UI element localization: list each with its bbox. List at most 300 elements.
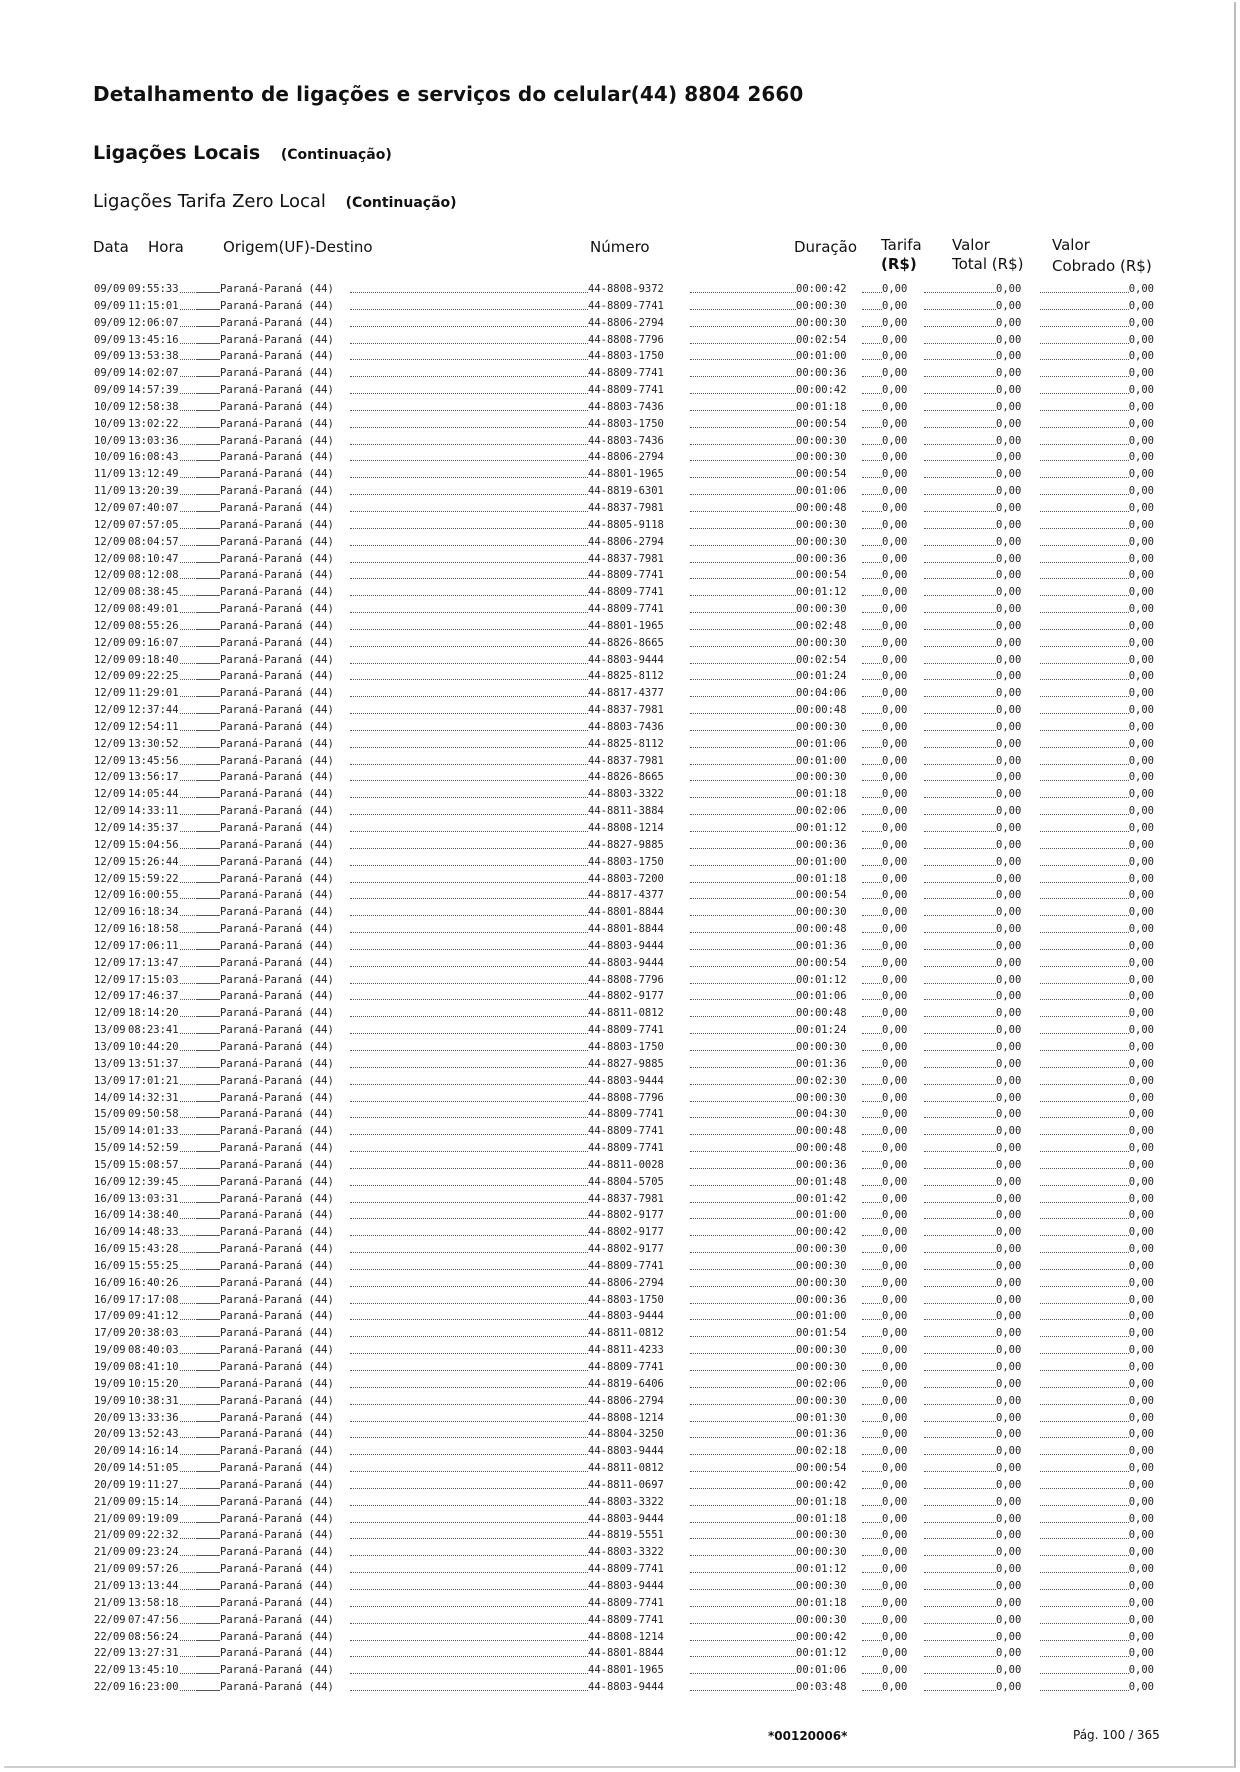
call-time: 09:18:40	[128, 653, 179, 666]
call-valor-total: 0,00	[996, 569, 1022, 582]
table-row	[0, 1056, 1240, 1073]
dotted-leader	[350, 1224, 588, 1236]
dotted-leader	[350, 854, 588, 866]
call-number: 44-8801-1965	[588, 468, 664, 481]
dotted-leader	[196, 1595, 220, 1607]
call-date: 09/09	[94, 333, 126, 346]
dotted-leader	[690, 871, 796, 883]
table-row	[0, 871, 1240, 888]
call-date: 11/09	[94, 468, 126, 481]
call-valor-cobrado: 0,00	[1128, 822, 1154, 834]
call-tarifa: 0,00	[882, 299, 908, 312]
table-row	[0, 786, 1240, 803]
dotted-leader	[350, 1426, 588, 1438]
call-tarifa: 0,00	[882, 906, 908, 919]
call-number: 44-8809-7741	[588, 1613, 664, 1626]
dotted-leader	[690, 938, 796, 950]
call-valor-total: 0,00	[996, 1664, 1022, 1677]
dotted-leader	[196, 483, 220, 495]
dotted-leader	[350, 904, 588, 916]
dotted-leader	[924, 837, 996, 849]
dotted-leader	[196, 635, 220, 647]
header-valor-total: Valor	[952, 236, 990, 254]
call-valor-cobrado: 0,00	[1128, 299, 1154, 312]
dotted-leader	[924, 1106, 996, 1118]
dotted-leader	[196, 1511, 220, 1523]
dotted-leader	[350, 399, 588, 411]
dotted-leader	[196, 1393, 220, 1405]
dotted-leader	[924, 416, 996, 428]
dotted-leader	[690, 1595, 796, 1607]
call-tarifa: 0,00	[882, 1209, 908, 1222]
call-date: 12/09	[94, 619, 126, 632]
call-valor-total: 0,00	[996, 1563, 1022, 1576]
table-row	[0, 483, 1240, 500]
call-tarifa: 0,00	[882, 485, 908, 498]
call-tarifa: 0,00	[882, 939, 908, 952]
call-valor-cobrado: 0,00	[1128, 1293, 1154, 1306]
call-valor-total: 0,00	[996, 1630, 1022, 1643]
call-valor-total: 0,00	[996, 704, 1022, 717]
call-duration: 00:00:48	[796, 1142, 847, 1155]
call-time: 09:23:24	[128, 1546, 179, 1559]
call-valor-cobrado: 0,00	[1128, 1361, 1154, 1373]
call-number: 44-8801-8844	[588, 923, 664, 936]
call-duration: 00:00:36	[796, 552, 847, 565]
call-duration: 00:00:42	[796, 1478, 847, 1491]
dotted-leader	[350, 1090, 588, 1102]
call-time: 17:13:47	[128, 956, 179, 969]
dotted-leader	[350, 601, 588, 613]
dotted-leader	[862, 1359, 882, 1371]
call-tarifa: 0,00	[882, 417, 908, 430]
call-duration: 00:00:30	[796, 451, 847, 464]
dotted-leader	[862, 1123, 882, 1135]
table-row	[0, 399, 1240, 416]
call-date: 12/09	[94, 737, 126, 750]
call-time: 08:49:01	[128, 603, 179, 616]
dotted-leader	[350, 551, 588, 563]
table-row	[0, 382, 1240, 399]
call-valor-total: 0,00	[996, 1394, 1022, 1407]
dotted-leader	[196, 1090, 220, 1102]
dotted-leader	[350, 1275, 588, 1287]
dotted-leader	[196, 1410, 220, 1422]
call-valor-total: 0,00	[996, 1108, 1022, 1121]
dotted-leader	[690, 736, 796, 748]
dotted-leader	[924, 904, 996, 916]
call-valor-cobrado: 0,00	[1128, 1175, 1154, 1188]
call-origin-destination: Paraná-Paraná (44)	[220, 939, 334, 952]
call-time: 13:52:43	[128, 1428, 179, 1441]
dotted-leader	[690, 365, 796, 377]
call-origin-destination: Paraná-Paraná (44)	[220, 1344, 334, 1357]
call-origin-destination: Paraná-Paraná (44)	[220, 670, 334, 683]
table-row	[0, 854, 1240, 871]
header-duracao: Duração	[794, 238, 858, 256]
call-origin-destination: Paraná-Paraná (44)	[220, 1007, 334, 1020]
call-valor-cobrado: 0,00	[1128, 670, 1154, 683]
call-origin-destination: Paraná-Paraná (44)	[220, 586, 334, 599]
section-label: Ligações Locais	[93, 142, 261, 164]
call-duration: 00:00:36	[796, 367, 847, 380]
table-row	[0, 1022, 1240, 1039]
dotted-leader	[690, 820, 796, 832]
dotted-leader	[690, 315, 796, 327]
call-tarifa: 0,00	[882, 771, 908, 784]
call-time: 15:04:56	[128, 838, 179, 851]
call-origin-destination: Paraná-Paraná (44)	[220, 1512, 334, 1525]
dotted-leader	[690, 298, 796, 310]
call-tarifa: 0,00	[882, 737, 908, 750]
table-row	[0, 1645, 1240, 1662]
dotted-leader	[690, 1207, 796, 1219]
call-duration: 00:00:30	[796, 636, 847, 649]
call-tarifa: 0,00	[882, 1243, 908, 1256]
dotted-leader	[924, 601, 996, 613]
dotted-leader	[196, 567, 220, 579]
call-number: 44-8806-2794	[588, 316, 664, 329]
call-valor-cobrado: 0,00	[1128, 1529, 1154, 1542]
call-time: 17:15:03	[128, 973, 179, 986]
dotted-leader	[862, 1662, 882, 1674]
call-duration: 00:00:54	[796, 569, 847, 582]
call-tarifa: 0,00	[882, 468, 908, 481]
call-duration: 00:00:30	[796, 434, 847, 447]
call-number: 44-8837-7981	[588, 501, 664, 514]
dotted-leader	[350, 1527, 588, 1539]
call-date: 16/09	[94, 1276, 126, 1289]
call-origin-destination: Paraná-Paraná (44)	[220, 1630, 334, 1643]
call-time: 14:16:14	[128, 1445, 179, 1458]
dotted-leader	[350, 416, 588, 428]
call-duration: 00:01:00	[796, 1310, 847, 1323]
call-number: 44-8811-0812	[588, 1007, 664, 1020]
dotted-leader	[350, 1157, 588, 1169]
call-date: 16/09	[94, 1175, 126, 1188]
call-duration: 00:00:48	[796, 923, 847, 936]
call-valor-total: 0,00	[996, 1327, 1022, 1340]
dotted-leader	[862, 854, 882, 866]
dotted-leader	[690, 1359, 796, 1371]
dotted-leader	[862, 1174, 882, 1186]
call-date: 22/09	[94, 1613, 126, 1626]
dotted-leader	[350, 988, 588, 1000]
call-time: 12:54:11	[128, 720, 179, 733]
call-number: 44-8802-9177	[588, 1226, 664, 1239]
dotted-leader	[924, 702, 996, 714]
dotted-leader	[862, 786, 882, 798]
call-date: 20/09	[94, 1411, 126, 1424]
call-date: 12/09	[94, 855, 126, 868]
call-duration: 00:01:12	[796, 822, 847, 834]
call-duration: 00:00:54	[796, 1462, 847, 1475]
call-duration: 00:00:42	[796, 384, 847, 397]
table-row	[0, 955, 1240, 972]
call-duration: 00:00:30	[796, 1579, 847, 1592]
call-number: 44-8811-4233	[588, 1344, 664, 1357]
call-tarifa: 0,00	[882, 956, 908, 969]
call-valor-total: 0,00	[996, 586, 1022, 599]
header-tarifa: Tarifa	[881, 236, 922, 254]
call-tarifa: 0,00	[882, 603, 908, 616]
call-date: 09/09	[94, 299, 126, 312]
dotted-leader	[862, 837, 882, 849]
call-number: 44-8803-7436	[588, 720, 664, 733]
call-tarifa: 0,00	[882, 1613, 908, 1626]
table-row	[0, 517, 1240, 534]
dotted-leader	[862, 1039, 882, 1051]
dotted-leader	[862, 652, 882, 664]
section-continuation: (Continuação)	[280, 147, 392, 163]
dotted-leader	[690, 601, 796, 613]
dotted-leader	[690, 1224, 796, 1236]
dotted-leader	[350, 1662, 588, 1674]
dotted-leader	[196, 1460, 220, 1472]
call-origin-destination: Paraná-Paraná (44)	[220, 1327, 334, 1340]
dotted-leader	[196, 365, 220, 377]
dotted-leader	[690, 1561, 796, 1573]
table-row	[0, 584, 1240, 601]
call-tarifa: 0,00	[882, 1445, 908, 1458]
dotted-leader	[350, 803, 588, 815]
call-number: 44-8803-7200	[588, 872, 664, 885]
table-row	[0, 1393, 1240, 1410]
call-valor-cobrado: 0,00	[1128, 434, 1154, 447]
call-number: 44-8811-0812	[588, 1462, 664, 1475]
dotted-leader	[862, 904, 882, 916]
dotted-leader	[862, 1056, 882, 1068]
dotted-leader	[862, 769, 882, 781]
call-valor-total: 0,00	[996, 1142, 1022, 1155]
dotted-leader	[690, 1410, 796, 1422]
call-origin-destination: Paraná-Paraná (44)	[220, 1293, 334, 1306]
call-origin-destination: Paraná-Paraná (44)	[220, 872, 334, 885]
call-time: 16:00:55	[128, 889, 179, 902]
call-valor-total: 0,00	[996, 1529, 1022, 1542]
table-row	[0, 1157, 1240, 1174]
call-tarifa: 0,00	[882, 687, 908, 700]
call-valor-cobrado: 0,00	[1128, 1226, 1154, 1239]
dotted-leader	[924, 820, 996, 832]
dotted-leader	[862, 1275, 882, 1287]
dotted-leader	[196, 1073, 220, 1085]
call-number: 44-8808-7796	[588, 1091, 664, 1104]
dotted-leader	[196, 753, 220, 765]
dotted-leader	[690, 1527, 796, 1539]
call-number: 44-8811-0028	[588, 1158, 664, 1171]
dotted-leader	[924, 871, 996, 883]
call-date: 16/09	[94, 1226, 126, 1239]
call-duration: 00:00:30	[796, 603, 847, 616]
table-row	[0, 988, 1240, 1005]
dotted-leader	[690, 1039, 796, 1051]
call-date: 15/09	[94, 1142, 126, 1155]
call-origin-destination: Paraná-Paraná (44)	[220, 367, 334, 380]
call-tarifa: 0,00	[882, 1293, 908, 1306]
table-row	[0, 769, 1240, 786]
call-origin-destination: Paraná-Paraná (44)	[220, 451, 334, 464]
dotted-leader	[350, 887, 588, 899]
dotted-leader	[924, 567, 996, 579]
call-date: 14/09	[94, 1091, 126, 1104]
dotted-leader	[350, 1292, 588, 1304]
call-number: 44-8803-9444	[588, 653, 664, 666]
call-origin-destination: Paraná-Paraná (44)	[220, 518, 334, 531]
call-date: 12/09	[94, 720, 126, 733]
call-valor-cobrado: 0,00	[1128, 1091, 1154, 1104]
dotted-leader	[350, 685, 588, 697]
call-valor-total: 0,00	[996, 906, 1022, 919]
table-row	[0, 500, 1240, 517]
call-valor-cobrado: 0,00	[1128, 1664, 1154, 1677]
call-number: 44-8819-6406	[588, 1377, 664, 1390]
call-tarifa: 0,00	[882, 636, 908, 649]
call-valor-total: 0,00	[996, 872, 1022, 885]
call-number: 44-8827-9885	[588, 1057, 664, 1070]
dotted-leader	[862, 668, 882, 680]
call-duration: 00:01:18	[796, 1596, 847, 1609]
call-valor-total: 0,00	[996, 1091, 1022, 1104]
dotted-leader	[690, 635, 796, 647]
dotted-leader	[196, 1443, 220, 1455]
table-row	[0, 904, 1240, 921]
call-date: 12/09	[94, 636, 126, 649]
dotted-leader	[196, 1258, 220, 1270]
call-valor-cobrado: 0,00	[1128, 1158, 1154, 1171]
call-valor-total: 0,00	[996, 619, 1022, 632]
call-date: 17/09	[94, 1327, 126, 1340]
call-duration: 00:02:48	[796, 619, 847, 632]
call-origin-destination: Paraná-Paraná (44)	[220, 619, 334, 632]
dotted-leader	[690, 399, 796, 411]
call-date: 10/09	[94, 417, 126, 430]
call-time: 13:02:22	[128, 417, 179, 430]
call-date: 12/09	[94, 923, 126, 936]
call-tarifa: 0,00	[882, 1057, 908, 1070]
call-time: 14:38:40	[128, 1209, 179, 1222]
call-valor-total: 0,00	[996, 451, 1022, 464]
call-duration: 00:01:00	[796, 350, 847, 363]
dotted-leader	[196, 551, 220, 563]
call-duration: 00:01:06	[796, 737, 847, 750]
dotted-leader	[350, 837, 588, 849]
table-row	[0, 1612, 1240, 1629]
call-valor-cobrado: 0,00	[1128, 535, 1154, 548]
dotted-leader	[350, 972, 588, 984]
call-valor-cobrado: 0,00	[1128, 468, 1154, 481]
dotted-leader	[924, 1393, 996, 1405]
dotted-leader	[196, 786, 220, 798]
call-table-body	[0, 281, 1240, 1696]
call-time: 09:15:14	[128, 1495, 179, 1508]
dotted-leader	[196, 348, 220, 360]
call-valor-total: 0,00	[996, 350, 1022, 363]
call-number: 44-8817-4377	[588, 889, 664, 902]
call-tarifa: 0,00	[882, 1512, 908, 1525]
table-row	[0, 1426, 1240, 1443]
call-origin-destination: Paraná-Paraná (44)	[220, 1563, 334, 1576]
call-origin-destination: Paraná-Paraná (44)	[220, 1613, 334, 1626]
call-valor-cobrado: 0,00	[1128, 1310, 1154, 1323]
call-origin-destination: Paraná-Paraná (44)	[220, 838, 334, 851]
dotted-leader	[924, 938, 996, 950]
dotted-leader	[350, 466, 588, 478]
call-time: 11:15:01	[128, 299, 179, 312]
dotted-leader	[196, 1140, 220, 1152]
call-valor-cobrado: 0,00	[1128, 923, 1154, 936]
dotted-leader	[924, 753, 996, 765]
call-date: 19/09	[94, 1361, 126, 1373]
dotted-leader	[862, 1645, 882, 1657]
dotted-leader	[196, 618, 220, 630]
call-valor-total: 0,00	[996, 1512, 1022, 1525]
subsection-continuation: (Continuação)	[345, 195, 457, 211]
call-valor-cobrado: 0,00	[1128, 1209, 1154, 1222]
dotted-leader	[196, 803, 220, 815]
dotted-leader	[862, 1292, 882, 1304]
dotted-leader	[690, 1241, 796, 1253]
dotted-leader	[862, 332, 882, 344]
call-date: 17/09	[94, 1310, 126, 1323]
dotted-leader	[924, 685, 996, 697]
call-date: 15/09	[94, 1108, 126, 1121]
dotted-leader	[196, 416, 220, 428]
call-number: 44-8806-2794	[588, 1276, 664, 1289]
call-number: 44-8803-1750	[588, 417, 664, 430]
dotted-leader	[862, 1241, 882, 1253]
dotted-leader	[350, 1022, 588, 1034]
call-tarifa: 0,00	[882, 653, 908, 666]
call-duration: 00:01:12	[796, 973, 847, 986]
call-valor-total: 0,00	[996, 1074, 1022, 1087]
call-duration: 00:00:54	[796, 889, 847, 902]
dotted-leader	[924, 365, 996, 377]
dotted-leader	[924, 1595, 996, 1607]
dotted-leader	[196, 938, 220, 950]
dotted-leader	[862, 399, 882, 411]
dotted-leader	[196, 1426, 220, 1438]
call-origin-destination: Paraná-Paraná (44)	[220, 384, 334, 397]
subsection-heading	[93, 191, 457, 212]
call-date: 19/09	[94, 1344, 126, 1357]
call-origin-destination: Paraná-Paraná (44)	[220, 1259, 334, 1272]
call-duration: 00:01:18	[796, 872, 847, 885]
call-number: 44-8811-0812	[588, 1327, 664, 1340]
dotted-leader	[350, 315, 588, 327]
call-origin-destination: Paraná-Paraná (44)	[220, 720, 334, 733]
dotted-leader	[862, 551, 882, 563]
dotted-leader	[690, 1578, 796, 1590]
dotted-leader	[350, 1325, 588, 1337]
call-duration: 00:00:30	[796, 1243, 847, 1256]
dotted-leader	[690, 1292, 796, 1304]
section-heading	[93, 142, 392, 164]
call-tarifa: 0,00	[882, 990, 908, 1003]
dotted-leader	[924, 668, 996, 680]
call-tarifa: 0,00	[882, 316, 908, 329]
call-tarifa: 0,00	[882, 1091, 908, 1104]
call-date: 12/09	[94, 754, 126, 767]
call-duration: 00:00:30	[796, 1394, 847, 1407]
dotted-leader	[196, 1275, 220, 1287]
dotted-leader	[862, 1544, 882, 1556]
call-valor-total: 0,00	[996, 771, 1022, 784]
dotted-leader	[862, 719, 882, 731]
dotted-leader	[350, 1511, 588, 1523]
call-valor-cobrado: 0,00	[1128, 1647, 1154, 1660]
dotted-leader	[862, 820, 882, 832]
